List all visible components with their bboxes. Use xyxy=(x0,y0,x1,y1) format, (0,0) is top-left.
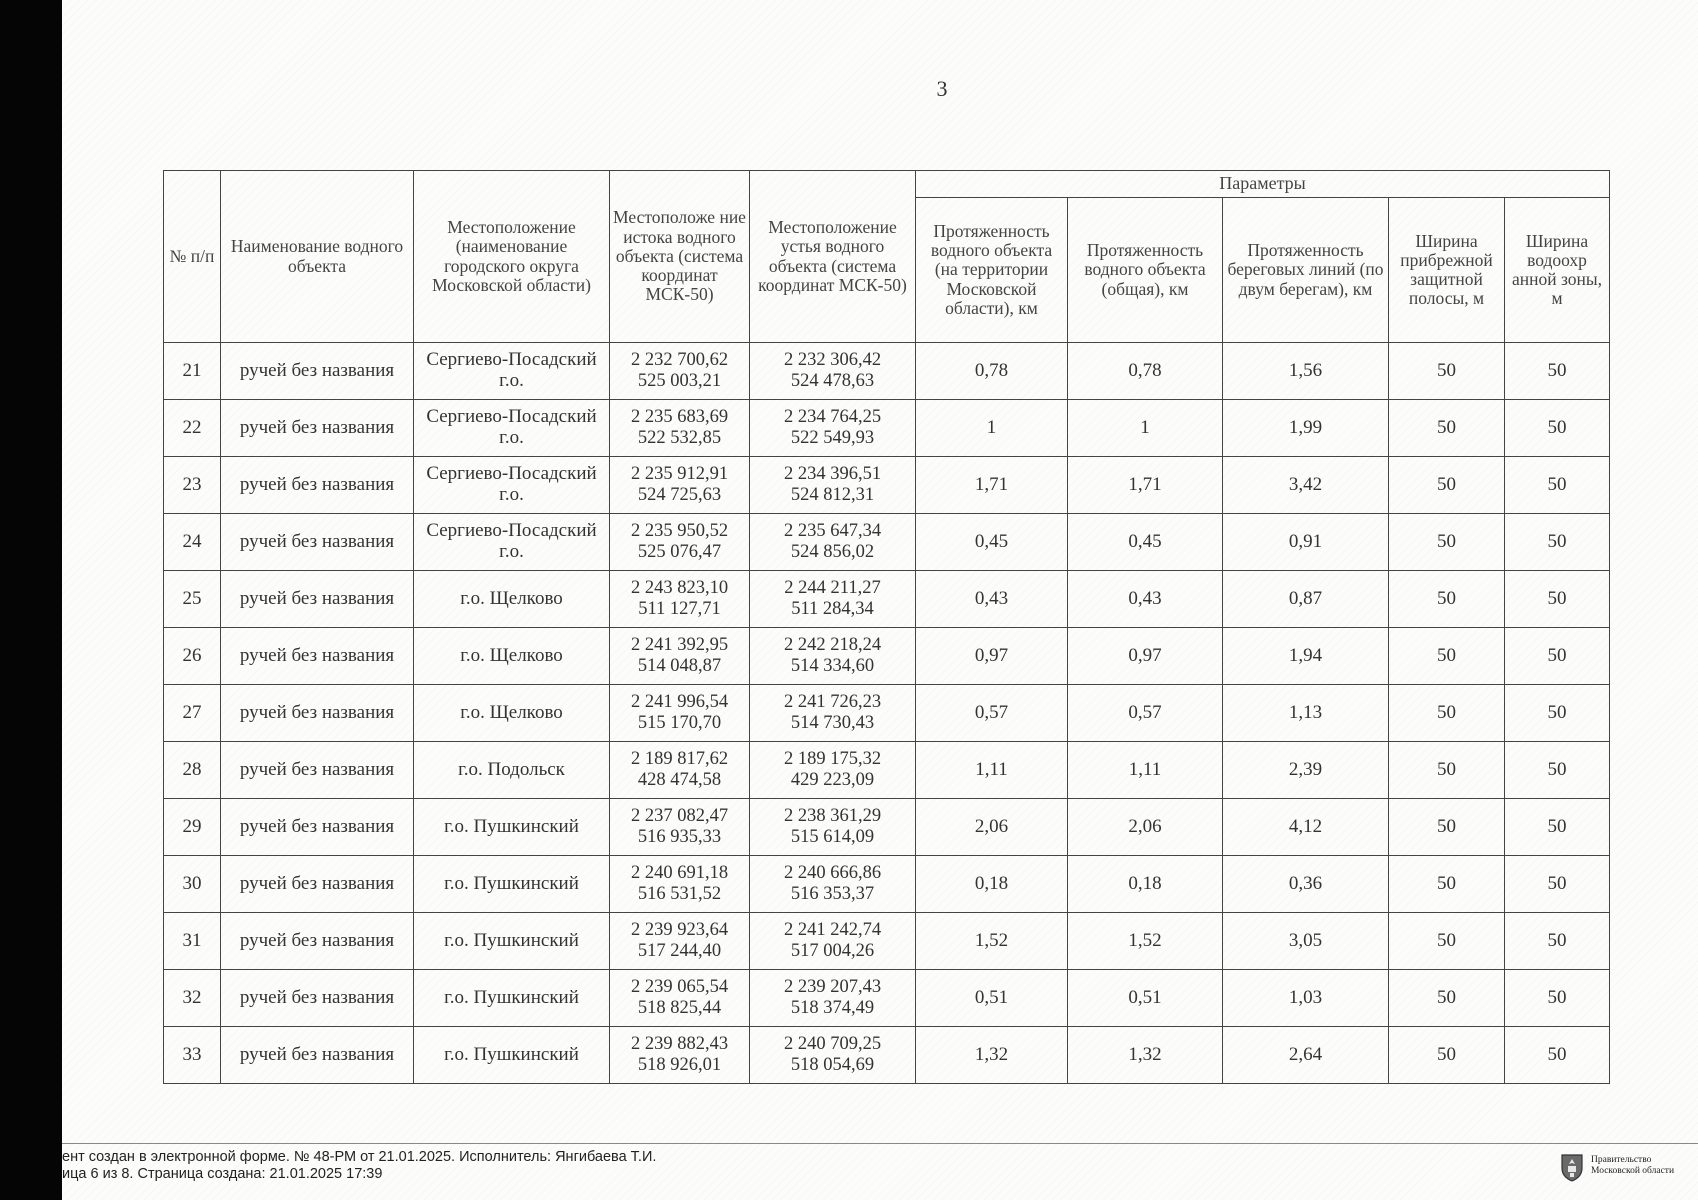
cell-location: Сергиево-Посадский г.о. xyxy=(414,343,610,400)
footer-line-1: ент создан в электронной форме. № 48-РМ от 21.01.2025. Исполнитель: Янгибаева Т.И. xyxy=(62,1149,657,1165)
coordinate-value: 2 239 207,43 xyxy=(783,976,882,997)
cell-name: ручей без названия xyxy=(221,1027,414,1084)
cell-water-zone-width: 50 xyxy=(1505,856,1610,913)
cell-num: 26 xyxy=(164,628,221,685)
cell-coastal-width: 50 xyxy=(1389,856,1505,913)
cell-coastal-width: 50 xyxy=(1389,343,1505,400)
table-row xyxy=(164,970,1610,1027)
coordinate-value: 515 170,70 xyxy=(637,713,722,733)
scan-border xyxy=(0,0,62,1200)
cell-coastal-width: 50 xyxy=(1389,457,1505,514)
coordinate-value: 2 232 700,62 xyxy=(630,349,729,370)
cell-mouth xyxy=(750,799,916,856)
cell-length-total: 1 xyxy=(1068,400,1223,457)
coordinate-value: 518 374,49 xyxy=(790,998,875,1018)
table-row xyxy=(164,913,1610,970)
coordinate-value: 2 234 764,25 xyxy=(783,406,882,427)
cell-source xyxy=(610,457,750,514)
coordinate-value: 428 474,58 xyxy=(637,770,722,790)
cell-mouth xyxy=(750,1027,916,1084)
coordinate-value: 524 856,02 xyxy=(790,542,875,562)
header-location: Местоположение (наименование городского округа Московской области) xyxy=(414,171,610,343)
cell-mouth xyxy=(750,343,916,400)
coordinate-value: 2 238 361,29 xyxy=(783,805,882,826)
cell-shore-length: 0,87 xyxy=(1223,571,1389,628)
cell-shore-length: 0,36 xyxy=(1223,856,1389,913)
header-row xyxy=(164,171,1610,198)
coordinate-value: 516 531,52 xyxy=(637,884,722,904)
coordinate-value: 2 234 396,51 xyxy=(783,463,882,484)
cell-water-zone-width: 50 xyxy=(1505,628,1610,685)
cell-name: ручей без названия xyxy=(221,628,414,685)
cell-name: ручей без названия xyxy=(221,742,414,799)
cell-coastal-width: 50 xyxy=(1389,628,1505,685)
cell-length-total: 0,43 xyxy=(1068,571,1223,628)
footer xyxy=(62,1149,656,1183)
cell-mouth xyxy=(750,970,916,1027)
coordinate-value: 514 334,60 xyxy=(790,656,875,676)
cell-water-zone-width: 50 xyxy=(1505,343,1610,400)
page-number: 3 xyxy=(936,76,948,101)
coordinate-value: 2 243 823,10 xyxy=(630,577,729,598)
header-name: Наименование водного объекта xyxy=(221,171,414,343)
cell-shore-length: 1,13 xyxy=(1223,685,1389,742)
header-length-total: Протяженность водного объекта (общая), км xyxy=(1068,198,1223,343)
coordinate-value: 2 235 950,52 xyxy=(630,520,729,541)
cell-length-mo: 0,51 xyxy=(916,970,1068,1027)
cell-num: 27 xyxy=(164,685,221,742)
cell-location: г.о. Пушкинский xyxy=(414,856,610,913)
cell-water-zone-width: 50 xyxy=(1505,1027,1610,1084)
table-row xyxy=(164,856,1610,913)
coordinate-value: 2 241 726,23 xyxy=(783,691,882,712)
cell-coastal-width: 50 xyxy=(1389,685,1505,742)
coordinate-value: 524 812,31 xyxy=(790,485,875,505)
cell-location: г.о. Подольск xyxy=(414,742,610,799)
cell-shore-length: 3,05 xyxy=(1223,913,1389,970)
coordinate-value: 516 935,33 xyxy=(637,827,722,847)
cell-name: ручей без названия xyxy=(221,514,414,571)
header-num: № п/п xyxy=(164,171,221,343)
cell-mouth xyxy=(750,742,916,799)
coordinate-value: 2 235 683,69 xyxy=(630,406,729,427)
table-row xyxy=(164,457,1610,514)
seal-text xyxy=(1591,1155,1674,1177)
cell-source xyxy=(610,799,750,856)
cell-num: 32 xyxy=(164,970,221,1027)
cell-name: ручей без названия xyxy=(221,799,414,856)
coordinate-value: 518 054,69 xyxy=(790,1055,875,1075)
table-row xyxy=(164,400,1610,457)
coordinate-value: 525 003,21 xyxy=(637,371,722,391)
header-length-mo: Протяженность водного объекта (на территории Московской области), км xyxy=(916,198,1068,343)
footer-line-2: ица 6 из 8. Страница создана: 21.01.2025 17:39 xyxy=(62,1166,383,1182)
coordinate-value: 2 237 082,47 xyxy=(630,805,729,826)
cell-shore-length: 1,56 xyxy=(1223,343,1389,400)
cell-location: Сергиево-Посадский г.о. xyxy=(414,457,610,514)
cell-coastal-width: 50 xyxy=(1389,514,1505,571)
cell-length-total: 1,71 xyxy=(1068,457,1223,514)
coordinate-value: 2 241 996,54 xyxy=(630,691,729,712)
coordinate-value: 2 240 709,25 xyxy=(783,1033,882,1054)
cell-water-zone-width: 50 xyxy=(1505,685,1610,742)
coordinate-value: 524 478,63 xyxy=(790,371,875,391)
cell-coastal-width: 50 xyxy=(1389,742,1505,799)
coordinate-value: 522 532,85 xyxy=(637,428,722,448)
cell-length-total: 0,18 xyxy=(1068,856,1223,913)
coordinate-value: 2 235 647,34 xyxy=(783,520,882,541)
cell-location: Сергиево-Посадский г.о. xyxy=(414,514,610,571)
cell-length-mo: 1,52 xyxy=(916,913,1068,970)
header-mouth: Местоположение устья водного объекта (система координат МСК-50) xyxy=(750,171,916,343)
cell-num: 21 xyxy=(164,343,221,400)
cell-length-mo: 0,97 xyxy=(916,628,1068,685)
coordinate-value: 514 048,87 xyxy=(637,656,722,676)
cell-mouth xyxy=(750,457,916,514)
cell-shore-length: 1,03 xyxy=(1223,970,1389,1027)
cell-source xyxy=(610,514,750,571)
coordinate-value: 2 239 065,54 xyxy=(630,976,729,997)
cell-water-zone-width: 50 xyxy=(1505,514,1610,571)
cell-name: ручей без названия xyxy=(221,685,414,742)
coordinate-value: 2 232 306,42 xyxy=(783,349,882,370)
cell-water-zone-width: 50 xyxy=(1505,913,1610,970)
cell-name: ручей без названия xyxy=(221,343,414,400)
cell-mouth xyxy=(750,514,916,571)
cell-name: ручей без названия xyxy=(221,913,414,970)
table-row xyxy=(164,628,1610,685)
cell-shore-length: 2,64 xyxy=(1223,1027,1389,1084)
cell-length-total: 0,51 xyxy=(1068,970,1223,1027)
cell-length-total: 0,45 xyxy=(1068,514,1223,571)
cell-shore-length: 3,42 xyxy=(1223,457,1389,514)
cell-length-total: 0,97 xyxy=(1068,628,1223,685)
cell-name: ручей без названия xyxy=(221,970,414,1027)
table-row xyxy=(164,1027,1610,1084)
coordinate-value: 2 242 218,24 xyxy=(783,634,882,655)
cell-length-mo: 0,78 xyxy=(916,343,1068,400)
cell-location: г.о. Пушкинский xyxy=(414,1027,610,1084)
coordinate-value: 2 189 817,62 xyxy=(630,748,729,769)
cell-mouth xyxy=(750,571,916,628)
cell-num: 28 xyxy=(164,742,221,799)
cell-num: 25 xyxy=(164,571,221,628)
seal-line-1: Правительство xyxy=(1591,1155,1652,1165)
cell-shore-length: 4,12 xyxy=(1223,799,1389,856)
coordinate-value: 2 240 666,86 xyxy=(783,862,882,883)
header-coastal-width: Ширина прибрежной защитной полосы, м xyxy=(1389,198,1505,343)
cell-length-total: 1,52 xyxy=(1068,913,1223,970)
coordinate-value: 514 730,43 xyxy=(790,713,875,733)
coordinate-value: 2 239 882,43 xyxy=(630,1033,729,1054)
cell-name: ручей без названия xyxy=(221,457,414,514)
header-params: Параметры xyxy=(916,171,1610,198)
cell-num: 29 xyxy=(164,799,221,856)
cell-water-zone-width: 50 xyxy=(1505,571,1610,628)
coordinate-value: 522 549,93 xyxy=(790,428,875,448)
cell-source xyxy=(610,685,750,742)
cell-source xyxy=(610,742,750,799)
coordinate-value: 518 825,44 xyxy=(637,998,722,1018)
coordinate-value: 517 244,40 xyxy=(637,941,722,961)
cell-coastal-width: 50 xyxy=(1389,400,1505,457)
coordinate-value: 2 244 211,27 xyxy=(784,577,881,598)
coordinate-value: 518 926,01 xyxy=(637,1055,722,1075)
table-row xyxy=(164,742,1610,799)
cell-length-mo: 1 xyxy=(916,400,1068,457)
cell-name: ручей без названия xyxy=(221,571,414,628)
coordinate-value: 511 127,71 xyxy=(638,599,721,619)
cell-source xyxy=(610,343,750,400)
cell-coastal-width: 50 xyxy=(1389,799,1505,856)
cell-shore-length: 0,91 xyxy=(1223,514,1389,571)
cell-location: г.о. Пушкинский xyxy=(414,799,610,856)
cell-num: 31 xyxy=(164,913,221,970)
cell-length-mo: 1,71 xyxy=(916,457,1068,514)
cell-source xyxy=(610,856,750,913)
header-water-zone-width: Ширина водоохр анной зоны, м xyxy=(1505,198,1610,343)
cell-location: г.о. Щелково xyxy=(414,628,610,685)
cell-location: г.о. Пушкинский xyxy=(414,913,610,970)
coordinate-value: 516 353,37 xyxy=(790,884,875,904)
cell-length-mo: 0,43 xyxy=(916,571,1068,628)
cell-location: г.о. Щелково xyxy=(414,685,610,742)
cell-coastal-width: 50 xyxy=(1389,1027,1505,1084)
cell-length-mo: 0,18 xyxy=(916,856,1068,913)
table-row xyxy=(164,799,1610,856)
coordinate-value: 515 614,09 xyxy=(790,827,875,847)
header-shore-length: Протяженность береговых линий (по двум берегам), км xyxy=(1223,198,1389,343)
cell-name: ручей без названия xyxy=(221,400,414,457)
cell-source xyxy=(610,970,750,1027)
coordinate-value: 511 284,34 xyxy=(791,599,874,619)
cell-length-mo: 1,11 xyxy=(916,742,1068,799)
cell-mouth xyxy=(750,685,916,742)
coat-of-arms-icon xyxy=(1559,1152,1585,1182)
cell-mouth xyxy=(750,913,916,970)
seal-line-2: Московской области xyxy=(1591,1166,1675,1176)
cell-length-mo: 1,32 xyxy=(916,1027,1068,1084)
cell-length-mo: 0,45 xyxy=(916,514,1068,571)
coordinate-value: 2 241 242,74 xyxy=(783,919,882,940)
cell-length-total: 1,32 xyxy=(1068,1027,1223,1084)
coordinate-value: 517 004,26 xyxy=(790,941,875,961)
coordinate-value: 2 189 175,32 xyxy=(783,748,882,769)
cell-num: 23 xyxy=(164,457,221,514)
cell-shore-length: 1,99 xyxy=(1223,400,1389,457)
cell-length-total: 0,78 xyxy=(1068,343,1223,400)
cell-location: г.о. Щелково xyxy=(414,571,610,628)
cell-water-zone-width: 50 xyxy=(1505,400,1610,457)
cell-coastal-width: 50 xyxy=(1389,970,1505,1027)
water-objects-table xyxy=(163,170,1610,1084)
cell-length-total: 0,57 xyxy=(1068,685,1223,742)
coordinate-value: 2 239 923,64 xyxy=(630,919,729,940)
header-source: Местоположе ние истока водного объекта (система координат МСК-50) xyxy=(610,171,750,343)
cell-length-total: 1,11 xyxy=(1068,742,1223,799)
coordinate-value: 429 223,09 xyxy=(790,770,875,790)
cell-mouth xyxy=(750,856,916,913)
cell-water-zone-width: 50 xyxy=(1505,457,1610,514)
cell-num: 22 xyxy=(164,400,221,457)
cell-source xyxy=(610,913,750,970)
cell-shore-length: 2,39 xyxy=(1223,742,1389,799)
coordinate-value: 2 241 392,95 xyxy=(630,634,729,655)
cell-length-mo: 0,57 xyxy=(916,685,1068,742)
cell-length-mo: 2,06 xyxy=(916,799,1068,856)
table-row xyxy=(164,571,1610,628)
table-row xyxy=(164,514,1610,571)
cell-source xyxy=(610,400,750,457)
table-row xyxy=(164,685,1610,742)
cell-location: Сергиево-Посадский г.о. xyxy=(414,400,610,457)
cell-source xyxy=(610,1027,750,1084)
cell-location: г.о. Пушкинский xyxy=(414,970,610,1027)
cell-num: 30 xyxy=(164,856,221,913)
cell-shore-length: 1,94 xyxy=(1223,628,1389,685)
cell-num: 33 xyxy=(164,1027,221,1084)
cell-coastal-width: 50 xyxy=(1389,913,1505,970)
cell-water-zone-width: 50 xyxy=(1505,742,1610,799)
cell-coastal-width: 50 xyxy=(1389,571,1505,628)
cell-water-zone-width: 50 xyxy=(1505,970,1610,1027)
cell-length-total: 2,06 xyxy=(1068,799,1223,856)
cell-mouth xyxy=(750,628,916,685)
cell-source xyxy=(610,628,750,685)
coordinate-value: 524 725,63 xyxy=(637,485,722,505)
cell-source xyxy=(610,571,750,628)
cell-water-zone-width: 50 xyxy=(1505,799,1610,856)
coordinate-value: 2 240 691,18 xyxy=(630,862,729,883)
coordinate-value: 2 235 912,91 xyxy=(630,463,729,484)
coordinate-value: 525 076,47 xyxy=(637,542,722,562)
cell-num: 24 xyxy=(164,514,221,571)
table-row xyxy=(164,343,1610,400)
footer-divider xyxy=(62,1143,1698,1144)
cell-mouth xyxy=(750,400,916,457)
cell-name: ручей без названия xyxy=(221,856,414,913)
